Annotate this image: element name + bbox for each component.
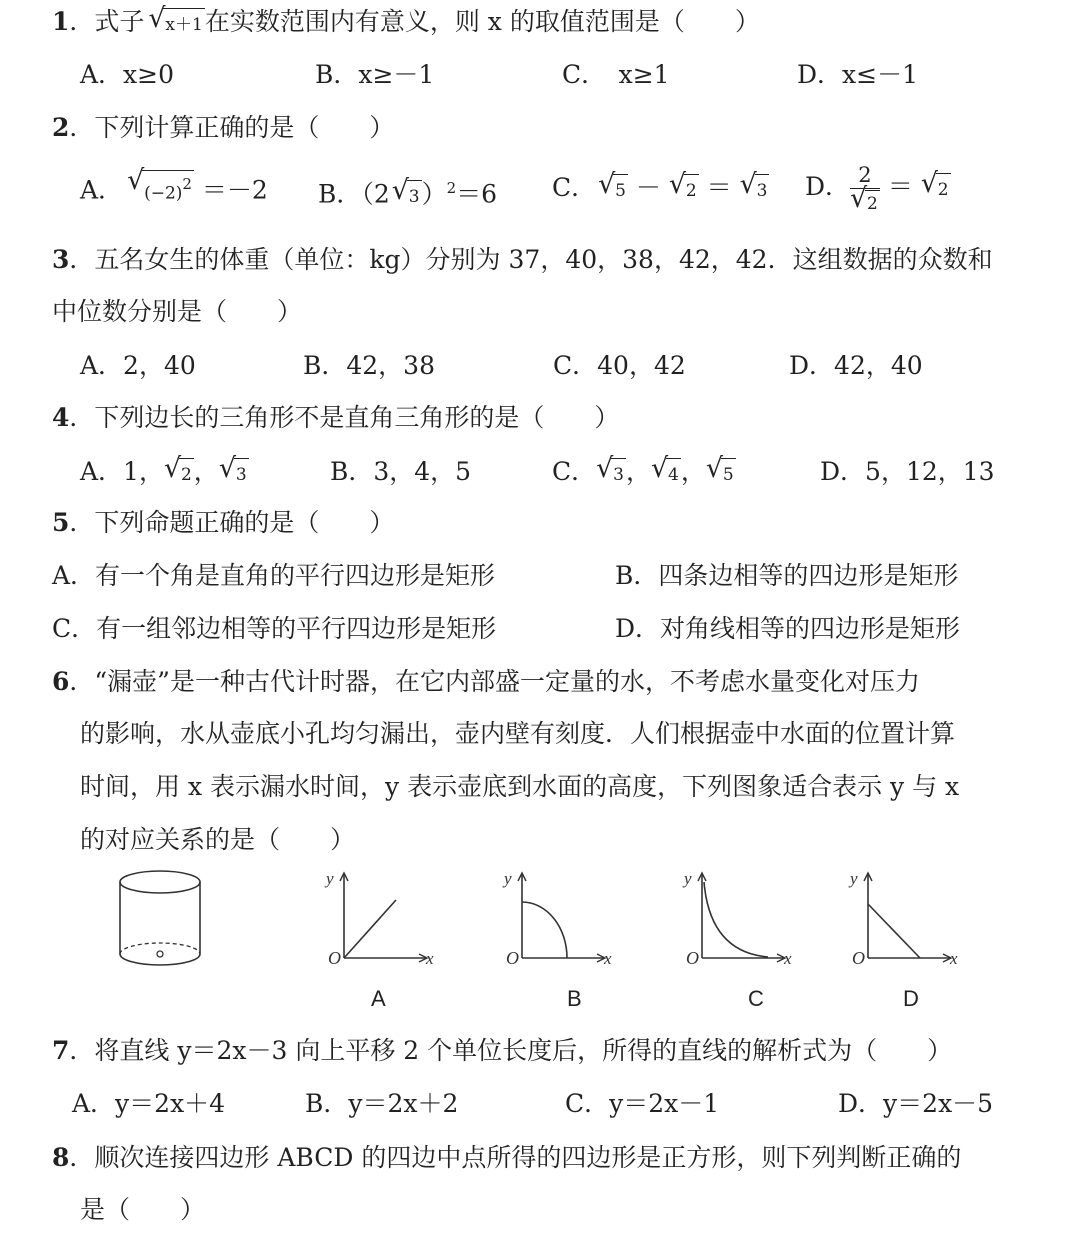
- question-4-option-c-radicand-1: 3: [613, 465, 624, 485]
- question-1-option-d: D．x≤－1: [797, 60, 918, 89]
- question-2-option-b-radicand: 3: [408, 187, 420, 208]
- question-2-option-a-exponent: 2: [182, 175, 192, 193]
- question-2-option-b-prefix: B．（2: [318, 179, 390, 209]
- question-4-option-b: B．3，4，5: [330, 457, 472, 486]
- question-4-option-a-radicand-2: 3: [235, 465, 247, 485]
- question-7-option-b: B．y＝2x＋2: [305, 1089, 459, 1118]
- question-3-number: 3: [52, 245, 70, 274]
- question-4-option-a: [80, 454, 249, 490]
- graph-c-y-label: y: [684, 869, 692, 888]
- question-4-option-a-radical-2: [234, 458, 249, 488]
- question-7-option-d: D．y＝2x－5: [838, 1089, 994, 1118]
- question-4-option-c-radicand-3: 5: [722, 465, 734, 485]
- question-6-text-line-3: 时间，用 x 表示漏水时间，y 表示壶底到水面的高度，下列图象适合表示 y 与 x: [80, 772, 960, 801]
- question-3-text-line-2: 中位数分别是（ ）: [52, 297, 303, 326]
- graph-d-x-label: x: [950, 949, 958, 968]
- question-2-option-c-radical-1: [613, 174, 628, 204]
- question-4-option-c-radical-3: [721, 458, 736, 488]
- question-3-option-a: A．2，40: [80, 351, 196, 380]
- water-clock-cylinder-figure: [112, 868, 212, 978]
- graph-c-curve: [704, 882, 768, 957]
- question-7-text: ．将直线 y＝2x－3 向上平移 2 个单位长度后，所得的直线的解析式为（ ）: [69, 1036, 953, 1065]
- graph-label-a: A: [371, 986, 386, 1011]
- question-7-option-c: C．y＝2x－1: [565, 1089, 720, 1118]
- question-1-option-a: A．x≥0: [80, 60, 175, 89]
- question-7-stem: [52, 1033, 952, 1069]
- graph-c-x-label: x: [784, 949, 792, 968]
- question-8-text-line-2: 是（ ）: [80, 1195, 206, 1224]
- graph-label-c: C: [748, 986, 764, 1011]
- question-5-option-a: A．有一个角是直角的平行四边形是矩形: [52, 561, 496, 590]
- cylinder-hole: [157, 951, 163, 957]
- question-3-option-b: B．42，38: [303, 351, 435, 380]
- question-4-option-a-radical-1: [179, 458, 194, 488]
- graph-a-curve: [344, 900, 396, 958]
- question-4-number: 4: [52, 403, 70, 432]
- question-2-option-d-prefix: D．: [805, 172, 851, 201]
- graph-b: [500, 868, 620, 968]
- question-4-option-c-radical-1: [611, 458, 626, 488]
- question-7-number: 7: [52, 1036, 70, 1065]
- question-2-option-d-radicand: 2: [937, 180, 949, 200]
- graph-c: [680, 868, 800, 968]
- question-2-option-c-radicand-2: 2: [685, 181, 697, 201]
- question-2-option-d-equals: ＝: [879, 172, 921, 201]
- question-2-option-a: [80, 170, 268, 208]
- question-2-stem: [52, 110, 394, 146]
- question-2-option-c-equals: ＝: [698, 173, 740, 202]
- graph-b-curve: [522, 902, 567, 958]
- question-2-option-b-result: ＝6: [456, 179, 498, 209]
- cylinder-top-ellipse: [120, 871, 200, 893]
- graph-label-d: D: [903, 986, 919, 1011]
- question-1-radical: [163, 8, 204, 38]
- question-8-stem-line-1: [52, 1140, 961, 1176]
- question-7-option-a: A．y＝2x＋4: [72, 1089, 226, 1118]
- question-5-stem: [52, 505, 394, 541]
- graph-a-origin-label: O: [328, 948, 341, 968]
- question-5-option-c: C．有一组邻边相等的平行四边形是矩形: [52, 614, 497, 643]
- question-8-text-line-1: ．顺次连接四边形 ABCD 的四边中点所得的四边形是正方形，则下列判断正确的: [69, 1143, 962, 1172]
- question-6-text-line-4: 的对应关系的是（ ）: [80, 825, 356, 854]
- graph-d: [846, 868, 966, 968]
- question-2-option-d-denominator-radicand: 2: [867, 194, 878, 214]
- question-4-option-d: D．5，12，13: [820, 457, 995, 486]
- question-8-number: 8: [52, 1143, 70, 1172]
- question-2-option-a-result: ＝－2: [201, 175, 268, 205]
- question-2-option-d-denominator: [850, 189, 880, 215]
- question-3-text-line-1: ．五名女生的体重（单位：kg）分别为 37，40，38，42，42．这组数据的众数和: [69, 245, 993, 274]
- question-1-text-before: ．式子: [69, 7, 145, 36]
- question-2-option-b-exponent: 2: [446, 179, 457, 197]
- question-1-stem: [52, 4, 760, 40]
- question-3-stem-line-1: [52, 242, 993, 278]
- question-2-option-a-radicand: (−2): [144, 183, 183, 204]
- question-2-option-c-prefix: C．: [552, 173, 597, 202]
- question-3-option-c: C．40，42: [553, 351, 686, 380]
- question-4-option-c-radicand-2: 4: [667, 465, 679, 485]
- question-4-text: ．下列边长的三角形不是直角三角形的是（ ）: [69, 403, 620, 432]
- cylinder-bottom-front: [120, 954, 200, 965]
- question-4-stem: [52, 400, 619, 436]
- question-2-number: 2: [52, 113, 70, 142]
- question-2-option-d-radical: [936, 173, 951, 203]
- question-4-option-c-separator-1: ，: [625, 457, 651, 486]
- question-6-stem-line-1: [52, 664, 920, 700]
- question-2-option-c-radicand-1: 5: [615, 181, 626, 201]
- question-1-option-c: C． x≥1: [562, 60, 670, 89]
- question-5-option-b: B．四条边相等的四边形是矩形: [615, 561, 959, 590]
- graph-b-y-label: y: [504, 869, 512, 888]
- question-4-option-a-radicand-1: 2: [180, 465, 192, 485]
- question-2-option-b-paren: ）: [421, 179, 447, 209]
- question-2-option-c-radicand-3: 3: [756, 181, 768, 201]
- question-4-option-a-separator: ，: [193, 457, 219, 486]
- question-5-text: ．下列命题正确的是（ ）: [69, 508, 395, 537]
- question-2-option-c-radical-3: [755, 174, 770, 204]
- graph-c-origin-label: O: [686, 948, 699, 968]
- question-5-number: 5: [52, 508, 70, 537]
- question-6-text-line-1: ．“漏壶”是一种古代计时器，在它内部盛一定量的水，不考虑水量变化对压力: [69, 667, 920, 696]
- question-3-option-d: D．42，40: [789, 351, 923, 380]
- graph-label-b: B: [567, 986, 582, 1011]
- question-2-option-c: [552, 170, 769, 206]
- question-4-option-c-separator-2: ，: [680, 457, 706, 486]
- cylinder-bottom-back-dashed: [120, 943, 200, 954]
- question-1-text-after: 在实数范围内有意义，则 x 的取值范围是（ ）: [204, 7, 760, 36]
- question-2-option-b: [318, 170, 497, 212]
- graph-a-x-label: x: [426, 949, 434, 968]
- question-2-text: ．下列计算正确的是（ ）: [69, 113, 395, 142]
- question-1-number: 1: [52, 7, 70, 36]
- question-4-option-a-prefix: A．1，: [80, 457, 164, 486]
- question-1-option-b: B．x≥－1: [315, 60, 435, 89]
- question-1-radicand: x＋1: [165, 15, 203, 35]
- question-6-number: 6: [52, 667, 70, 696]
- graph-a-y-label: y: [326, 869, 334, 888]
- graph-a: [322, 868, 442, 968]
- graph-d-y-label: y: [850, 869, 858, 888]
- question-2-option-b-radical: [407, 180, 422, 210]
- question-2-option-c-minus: －: [627, 173, 669, 202]
- question-2-option-a-prefix: A．: [80, 175, 124, 205]
- graph-d-origin-label: O: [852, 948, 865, 968]
- question-6-text-line-2: 的影响，水从壶底小孔均匀漏出，壶内壁有刻度．人们根据壶中水面的位置计算: [80, 719, 956, 748]
- question-4-option-c-prefix: C．: [552, 457, 597, 486]
- graph-b-x-label: x: [604, 949, 612, 968]
- question-2-option-d-numerator: 2: [850, 162, 880, 189]
- graph-b-origin-label: O: [506, 948, 519, 968]
- question-5-option-d: D．对角线相等的四边形是矩形: [615, 614, 961, 643]
- question-2-option-c-radical-2: [684, 174, 699, 204]
- question-2-option-a-radical: [142, 170, 194, 206]
- question-4-option-c-radical-2: [666, 458, 681, 488]
- question-2-option-d: [805, 160, 951, 215]
- question-4-option-c: [552, 454, 736, 490]
- graph-d-curve: [868, 904, 920, 958]
- question-2-option-d-fraction: [850, 162, 880, 215]
